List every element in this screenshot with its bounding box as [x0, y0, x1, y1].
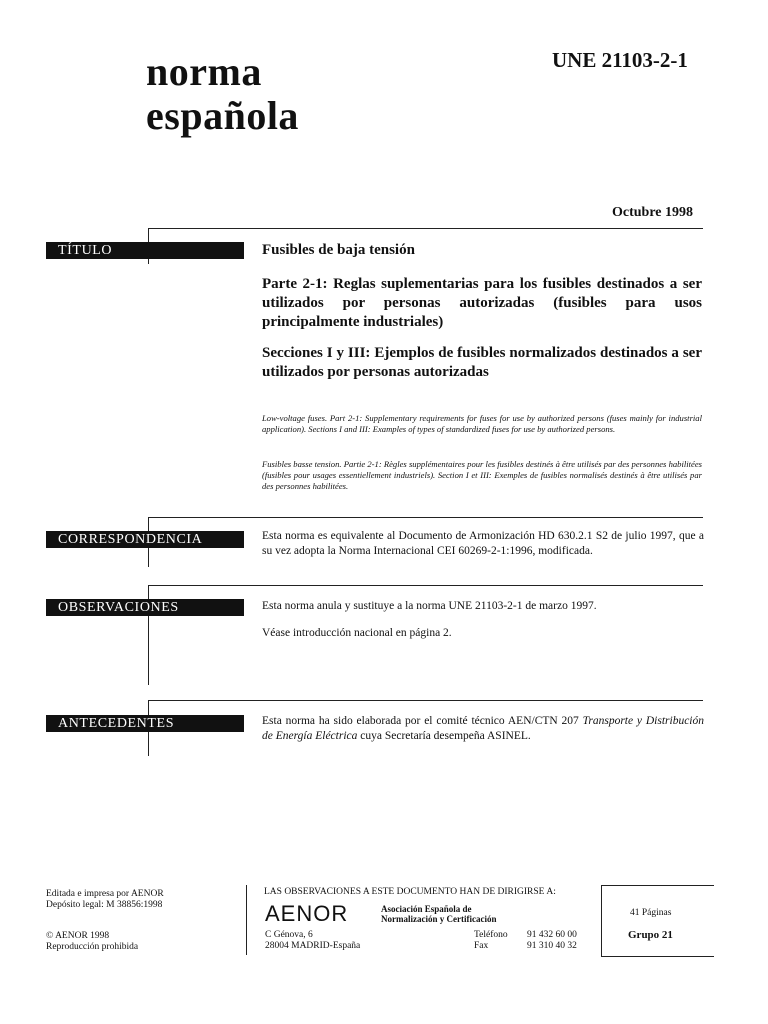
- title-top-rule: [148, 228, 703, 229]
- label-correspondencia: CORRESPONDENCIA: [46, 531, 244, 548]
- title-sections: Secciones I y III: Ejemplos de fusibles normalizados destinados a ser utilizados por personas autorizadas: [262, 345, 702, 380]
- antecedentes-text: [262, 714, 704, 744]
- footer-deposito: Depósito legal: M 38856:1998: [46, 900, 163, 910]
- footer-observations-heading: LAS OBSERVACIONES A ESTE DOCUMENTO HAN DE DIRIGIRSE A:: [264, 887, 556, 897]
- price-group: Grupo 21: [628, 929, 673, 941]
- footer-vertical-rule: [246, 885, 247, 955]
- observaciones-text-1: Esta norma anula y sustituye a la norma UNE 21103-2-1 de marzo 1997.: [262, 600, 597, 612]
- aenor-name-line-2: Normalización y Certificación: [381, 914, 497, 924]
- standard-code: UNE 21103-2-1: [552, 48, 688, 72]
- contact-labels: [474, 930, 508, 952]
- aenor-logo: AENOR: [265, 901, 349, 926]
- aenor-name-line-1: Asociación Española de: [381, 904, 472, 914]
- footer-copyright-block: [46, 931, 138, 953]
- fax-label: Fax: [474, 941, 489, 951]
- label-titulo: TÍTULO: [46, 242, 244, 259]
- phone-value: 91 432 60 00: [527, 930, 577, 940]
- brand-line-1: norma: [146, 49, 262, 94]
- antecedentes-rule: [148, 700, 703, 701]
- address-line-1: C Génova, 6: [265, 930, 313, 940]
- title-main: Fusibles de baja tensión: [262, 242, 415, 258]
- footer-edited-by: Editada e impresa por AENOR: [46, 889, 164, 899]
- title-english: Low-voltage fuses. Part 2-1: Supplementary requirements for fuses for use by authorized persons (fuses mainly for industrial application). Sections I and III: Examples of types of standardized fuses for use by authorized persons.: [262, 413, 702, 434]
- title-french: Fusibles basse tension. Partie 2-1: Règles supplémentaires pour les fusibles destinés à être utilisés par des personnes habilitées (fusibles pour usages essentiellement industriels). Section I et III: Exemples de fusibles normalisés destinés à être utilisés par des personnes habilitées.: [262, 459, 702, 491]
- title-part: Parte 2-1: Reglas suplementarias para los fusibles destinados a ser utilizados por personas autorizadas (fusibles para usos principalmente industriales): [262, 276, 702, 330]
- footer-publisher: [46, 889, 164, 911]
- aenor-full-name: [381, 904, 496, 924]
- phone-label: Teléfono: [474, 930, 508, 940]
- observaciones-text-2: Véase introducción nacional en página 2.: [262, 627, 452, 639]
- correspondencia-text: Esta norma es equivalente al Documento de Armonización HD 630.2.1 S2 de julio 1997, que a su vez adopta la Norma Internacional CEI 60269-2-1:1996, modificada.: [262, 530, 704, 557]
- antecedentes-text-start: Esta norma ha sido elaborada por el comité técnico AEN/CTN 207: [262, 715, 583, 727]
- brand-title: [146, 50, 299, 138]
- label-antecedentes: ANTECEDENTES: [46, 715, 244, 732]
- footer-copyright: © AENOR 1998: [46, 931, 110, 941]
- label-observaciones: OBSERVACIONES: [46, 599, 244, 616]
- correspondencia-rule: [148, 517, 703, 518]
- footer-reproduction: Reproducción prohibida: [46, 942, 139, 952]
- contact-values: [527, 930, 577, 952]
- publication-date: Octubre 1998: [612, 205, 694, 220]
- antecedentes-text-end: cuya Secretaría desempeña ASINEL.: [357, 730, 531, 742]
- brand-line-2: española: [146, 93, 299, 138]
- observaciones-rule: [148, 585, 703, 586]
- aenor-address: [265, 930, 360, 952]
- page-count: 41 Páginas: [630, 908, 672, 918]
- antecedentes-committee-name: Transporte y Distribución de Energía Eléctrica: [262, 715, 705, 742]
- pages-group-box: [601, 885, 714, 957]
- fax-value: 91 310 40 32: [527, 941, 577, 951]
- address-line-2: 28004 MADRID-España: [265, 941, 361, 951]
